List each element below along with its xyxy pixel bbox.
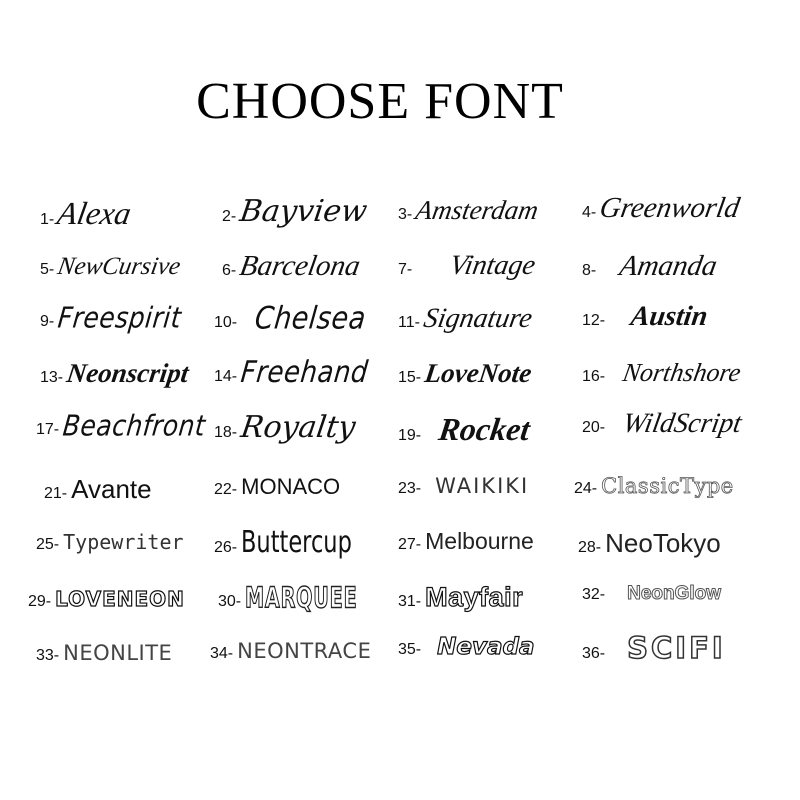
font-number: 24- <box>574 480 598 497</box>
font-number: 5- <box>40 261 55 278</box>
font-sample: Freehand <box>239 355 370 391</box>
font-option-neonlite[interactable] <box>36 643 172 665</box>
font-option-typewriter[interactable] <box>36 532 184 554</box>
font-number: 7- <box>398 261 413 278</box>
font-option-vintage[interactable] <box>398 250 539 281</box>
font-sample: Barcelona <box>237 250 363 282</box>
font-number: 26- <box>214 539 238 556</box>
font-number: 13- <box>40 369 64 386</box>
font-sample: Royalty <box>238 410 358 445</box>
font-sample: NEONLITE <box>63 641 173 665</box>
font-sample: Chelsea <box>253 300 368 337</box>
font-option-nevada[interactable] <box>398 636 534 659</box>
font-sample: Northshore <box>620 358 744 387</box>
font-sample: Signature <box>421 303 535 334</box>
font-number: 25- <box>36 536 60 553</box>
font-sample: Melbourne <box>425 528 534 554</box>
font-option-neontrace[interactable] <box>210 641 371 663</box>
font-sample: Rocket <box>436 411 533 447</box>
font-option-signature[interactable] <box>398 303 535 334</box>
font-number: 17- <box>36 421 60 438</box>
font-option-loveneon[interactable] <box>28 589 185 611</box>
font-sample: NEONTRACE <box>237 639 372 663</box>
font-number: 35- <box>398 641 422 658</box>
font-sample: Bayview <box>237 194 370 229</box>
font-option-classictype[interactable] <box>574 476 734 498</box>
font-number: 19- <box>398 427 422 444</box>
font-number: 22- <box>214 481 238 498</box>
font-option-neotokyo[interactable] <box>578 530 721 557</box>
font-number: 6- <box>222 262 237 279</box>
font-number: 12- <box>582 312 606 329</box>
font-sample: Vintage <box>447 250 539 281</box>
font-option-northshore[interactable] <box>582 358 744 387</box>
font-sample: Austin <box>629 301 710 332</box>
font-number: 34- <box>210 645 234 662</box>
font-sample: Greenworld <box>597 192 743 224</box>
font-option-neonglow[interactable] <box>582 584 721 604</box>
font-option-greenworld[interactable] <box>582 192 743 224</box>
font-number: 21- <box>44 485 68 502</box>
font-sample: WildScript <box>620 408 745 439</box>
font-option-beachfront[interactable] <box>36 408 208 443</box>
font-sample: ClassicType <box>601 474 734 498</box>
font-number: 16- <box>582 368 606 385</box>
font-sample: NewCursive <box>55 253 183 280</box>
font-number: 8- <box>582 262 597 279</box>
font-number: 2- <box>222 208 237 225</box>
font-option-bayview[interactable] <box>222 194 370 229</box>
font-number: 18- <box>214 424 238 441</box>
font-number: 33- <box>36 647 60 664</box>
font-option-freespirit[interactable] <box>40 300 184 335</box>
font-sample: NeonGlow <box>627 583 722 604</box>
font-number: 14- <box>214 368 238 385</box>
font-sample: LoveNote <box>423 358 534 388</box>
font-sample: Typewriter <box>63 530 184 554</box>
font-sample: MONACO <box>241 474 341 499</box>
font-sample: LOVENEON <box>55 587 185 611</box>
font-sample: Neonscript <box>65 358 191 388</box>
font-sample: Buttercup <box>241 525 352 560</box>
font-number: 28- <box>578 539 602 556</box>
font-number: 1- <box>40 211 55 228</box>
font-option-monaco[interactable] <box>214 476 340 499</box>
font-sample: WAIKIKI <box>435 474 530 498</box>
font-sample: Amsterdam <box>413 195 541 225</box>
font-option-chelsea[interactable] <box>214 300 368 337</box>
font-sample: MARQUEE <box>245 581 358 615</box>
font-number: 32- <box>582 586 606 603</box>
font-option-barcelona[interactable] <box>222 250 363 282</box>
font-sample: SCIFI <box>627 631 726 665</box>
font-option-austin[interactable] <box>582 301 710 332</box>
font-option-waikiki[interactable] <box>398 476 529 498</box>
page-title: CHOOSE FONT <box>196 73 564 130</box>
font-number: 20- <box>582 419 606 436</box>
font-number: 30- <box>218 593 242 610</box>
font-sample: Avante <box>71 474 152 504</box>
font-number: 3- <box>398 206 413 223</box>
font-sample: Alexa <box>55 195 135 231</box>
font-sample: Beachfront <box>61 408 208 443</box>
font-option-amsterdam[interactable] <box>398 195 541 225</box>
font-option-lovenote[interactable] <box>398 360 532 387</box>
font-option-rocket[interactable] <box>398 411 533 447</box>
font-number: 4- <box>582 204 597 221</box>
font-option-royalty[interactable] <box>214 410 358 445</box>
font-number: 23- <box>398 480 422 497</box>
font-option-neonscript[interactable] <box>40 360 189 387</box>
font-number: 11- <box>398 314 420 331</box>
font-sample: Nevada <box>437 634 535 660</box>
font-option-newcursive[interactable] <box>40 253 183 280</box>
font-sample: Mayfair <box>425 582 524 612</box>
font-option-melbourne[interactable] <box>398 530 534 554</box>
font-number: 36- <box>582 645 606 662</box>
font-option-freehand[interactable] <box>214 355 370 391</box>
font-sample: NeoTokyo <box>605 528 721 558</box>
font-option-marquee[interactable] <box>218 581 386 615</box>
font-number: 29- <box>28 593 52 610</box>
font-number: 27- <box>398 536 422 553</box>
font-sample: Freespirit <box>56 300 184 335</box>
font-number: 15- <box>398 369 422 386</box>
font-option-alexa[interactable] <box>40 195 135 231</box>
font-number: 31- <box>398 593 422 610</box>
font-option-mayfair[interactable] <box>398 584 523 611</box>
font-number: 9- <box>40 313 55 330</box>
font-number: 10- <box>214 314 238 331</box>
font-option-buttercup[interactable] <box>214 525 389 560</box>
font-sample: Amanda <box>617 250 720 282</box>
font-option-wildscript[interactable] <box>582 408 745 439</box>
font-option-scifi[interactable] <box>582 631 726 665</box>
font-option-amanda[interactable] <box>582 250 720 282</box>
font-option-avante[interactable] <box>44 476 152 503</box>
